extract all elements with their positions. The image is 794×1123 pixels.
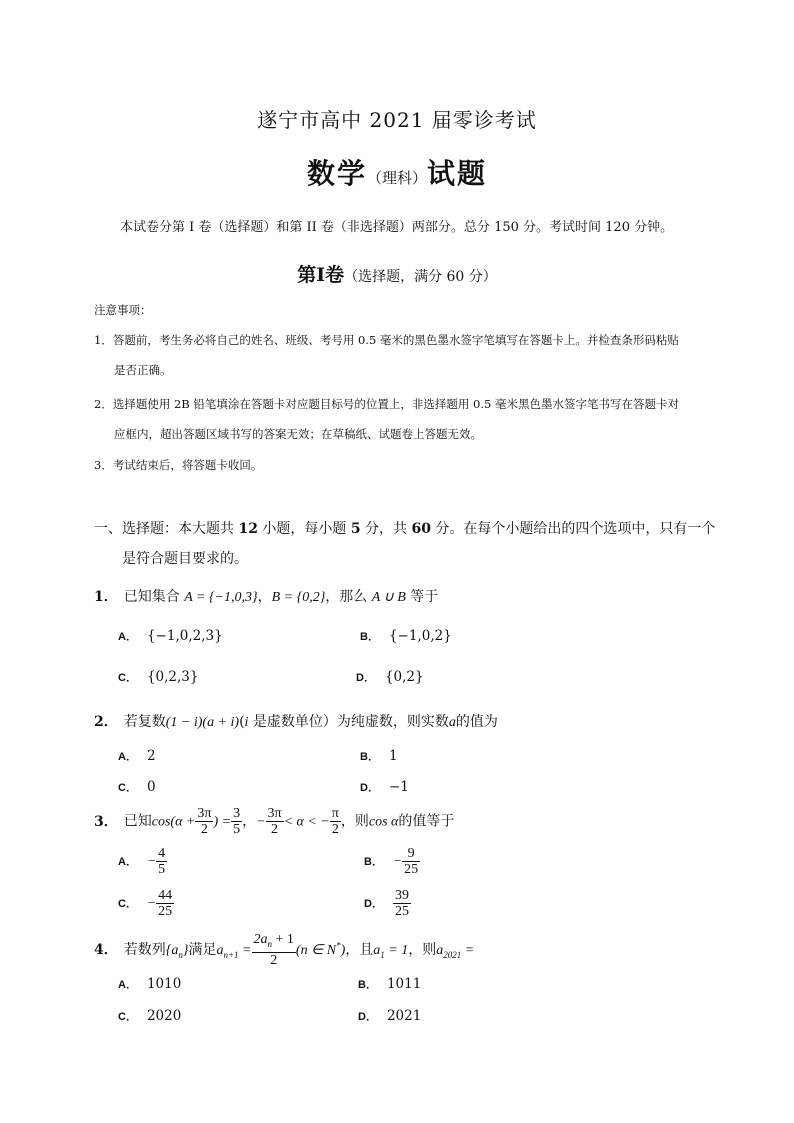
exam-intro: 本试卷分第 I 卷（选择题）和第 II 卷（非选择题）两部分。总分 150 分。考试时间 120 分钟。 [120, 220, 674, 235]
q2-option-a [118, 748, 156, 764]
q4-text-a: 若数列 [123, 941, 166, 958]
q4-option-c [118, 1008, 181, 1024]
question-3-stem [94, 806, 454, 837]
frac-num: 3π [267, 806, 282, 821]
frac-den: 25 [404, 862, 419, 877]
q1-option-b [360, 628, 452, 644]
option-value: {−1,0,2} [388, 628, 452, 644]
frac-den: 2 [331, 822, 339, 837]
lhs-eq: = [238, 942, 252, 958]
part1-n-questions: 12 [238, 521, 258, 537]
q3-frac-4 [330, 806, 341, 837]
option-label: B． [364, 856, 383, 868]
frac-num: 44 [158, 888, 173, 903]
option-value: 0 [146, 779, 156, 795]
option-frac [393, 888, 411, 919]
note-3-line1: 3．考试结束后，将答题卡收回。 [94, 458, 263, 472]
subject-title [0, 152, 794, 192]
option-label: D． [360, 782, 379, 794]
option-sign: − [146, 895, 157, 910]
part1-line1 [94, 518, 715, 538]
section1-title: 第Ⅰ卷 [297, 264, 345, 286]
q1-text-c: 等于 [405, 589, 439, 605]
option-label: A． [118, 631, 137, 643]
q3-frac-3 [266, 806, 284, 837]
part1-text-a: 一、选择题：本大题共 [94, 521, 239, 537]
q1-union: A ∪ B [371, 590, 406, 605]
note-1-line1: 1．答题前，考生务必将自己的姓名、班级、考号用 0.5 毫米的黑色墨水签字笔填写在答题卡上。并检查条形码粘贴 [94, 333, 679, 347]
frac-num: 3 [233, 806, 241, 821]
subject-main: 数学 [306, 157, 367, 190]
option-label: C． [118, 672, 137, 684]
cond-close: ) [340, 942, 346, 958]
q2-option-d [360, 779, 409, 795]
option-label: C． [118, 782, 137, 794]
q3-eq: ) = [213, 814, 232, 830]
q1-sep: ， [257, 589, 272, 605]
q3-option-c [118, 888, 174, 919]
q4-text-b: 满足 [188, 941, 217, 958]
subject-tail: 试题 [427, 157, 488, 190]
option-value: {0,2} [384, 669, 424, 685]
question-4-number: 4． [94, 941, 118, 958]
q3-frac-1 [195, 806, 213, 837]
frac-num [252, 932, 296, 953]
lhs: a [216, 942, 224, 958]
q2-option-c [118, 779, 156, 795]
q2-option-b [360, 748, 398, 764]
q3-comma: ， [242, 813, 257, 830]
q2-text-a: 若复数 [123, 714, 166, 730]
q4-cond [295, 940, 346, 958]
q4-frac [252, 932, 296, 968]
option-label: A． [118, 751, 137, 763]
frac-den: 2 [271, 822, 279, 837]
q3-text-c: 的值等于 [398, 813, 455, 830]
a1-val: = 1 [384, 942, 409, 958]
q3-option-b [364, 846, 420, 877]
frac-den: 5 [233, 822, 241, 837]
question-1-number: 1． [94, 589, 118, 605]
option-value: 1011 [386, 976, 422, 992]
part1-points-total: 60 [411, 521, 431, 537]
q3-option-a [118, 846, 167, 877]
subject-paren: （理科） [366, 169, 427, 187]
option-label: B． [360, 631, 379, 643]
frac-den: 25 [158, 904, 173, 919]
q4-lhs [216, 943, 251, 958]
q1-text-b: ，那么 [325, 589, 372, 605]
option-frac [402, 846, 420, 877]
q1-set-a: A = {−1,0,3} [184, 590, 258, 605]
option-label: B． [358, 979, 377, 991]
option-sign: − [392, 853, 403, 868]
exam-title: 遂宁市高中 2021 届零诊考试 [257, 108, 537, 132]
q3-frac-2 [231, 806, 242, 837]
q4-option-d [358, 1008, 421, 1024]
q1-set-b: B = {0,2} [271, 590, 326, 605]
frac-num-tail: + 1 [272, 932, 294, 947]
q2-a-var: a [448, 715, 456, 730]
option-sign: − [146, 853, 157, 868]
option-label: C． [118, 1011, 137, 1023]
frac-num-a: 2a [253, 932, 268, 947]
frac-num: 3π [197, 806, 212, 821]
cond-sup: * [336, 940, 341, 951]
note-2-line2: 应框内，超出答题区域书写的答案无效；在草稿纸、试题卷上答题无效。 [114, 427, 482, 441]
option-value: 2020 [146, 1008, 182, 1024]
part1-line2: 是符合题目要求的。 [122, 551, 248, 567]
option-label: D． [364, 898, 383, 910]
notes-heading: 注意事项： [94, 303, 152, 317]
option-value: 2021 [386, 1008, 422, 1024]
q3-neg: − [256, 814, 266, 830]
part1-text-b: 小题，每小题 [257, 521, 351, 537]
option-value: {0,2,3} [146, 669, 199, 685]
q2-text-d: 的值为 [455, 714, 498, 730]
frac-den: 5 [158, 862, 166, 877]
q2-text-c: 是虚数单位）为纯虚数，则实数 [248, 714, 449, 730]
question-4-stem [94, 932, 474, 968]
seq-sub: n [178, 949, 183, 960]
question-2-number: 2． [94, 714, 118, 730]
part1-text-c: 分，共 [360, 521, 412, 537]
q4-option-a [118, 976, 181, 992]
option-frac [156, 888, 174, 919]
frac-den: 2 [200, 822, 208, 837]
option-value: 2 [146, 748, 156, 764]
q4-option-b [358, 976, 421, 992]
frac-num: π [331, 806, 339, 821]
section1-heading [0, 260, 794, 287]
q2-expr: (1 − i)(a + i) [165, 715, 240, 730]
frac-num: 39 [394, 888, 409, 903]
q3-option-d [364, 888, 411, 919]
question-3-number: 3． [94, 813, 118, 830]
q4-seq [166, 943, 189, 958]
part1-points-each: 5 [350, 521, 361, 537]
note-1-line2: 是否正确。 [114, 363, 172, 377]
q1-option-c [118, 669, 198, 685]
option-value: {−1,0,2,3} [146, 628, 223, 644]
note-2-line1: 2．选择题使用 2B 铅笔填涂在答题卡对应题目标号的位置上，非选择题用 0.5 毫米黑色墨水签字笔书写在答题卡对 [94, 397, 679, 411]
q4-a1 [373, 943, 408, 958]
option-label: D． [356, 672, 375, 684]
question-1-stem [94, 586, 438, 606]
option-value: 1010 [146, 976, 182, 992]
seq-open: {a [165, 942, 179, 958]
seq-close: } [182, 942, 189, 958]
q3-text-b: ，则 [340, 813, 369, 830]
cond: (n ∈ N [295, 942, 337, 958]
frac-den: 2 [270, 952, 278, 968]
option-value: −1 [388, 779, 409, 795]
q4-text-d: ，则 [408, 941, 437, 958]
target-sub: 2021 [443, 949, 462, 960]
frac-num: 9 [402, 846, 420, 862]
part1-text-d: 分。在每个小题给出的四个选项中，只有一个 [430, 521, 716, 537]
target-eq: = [461, 942, 475, 958]
q3-text-a: 已知 [123, 813, 152, 830]
option-label: B． [360, 751, 379, 763]
question-2-stem [94, 711, 498, 731]
option-label: A． [118, 856, 137, 868]
q1-option-a [118, 628, 223, 644]
q3-ineq: < α < − [283, 814, 330, 830]
q1-text-a: 已知集合 [123, 589, 185, 605]
q3-cos-lhs: cos(α + [151, 814, 196, 830]
option-frac [156, 846, 167, 877]
q4-target [436, 943, 474, 958]
q2-paren: ( [239, 714, 245, 730]
frac-den: 25 [394, 904, 409, 919]
frac-num-sub: n [267, 938, 272, 949]
frac-num: 4 [158, 846, 166, 861]
option-label: C． [118, 898, 137, 910]
q1-option-d [356, 669, 424, 685]
target: a [436, 942, 444, 958]
section1-subtitle: （选择题，满分 60 分） [344, 269, 497, 285]
option-label: D． [358, 1011, 377, 1023]
q3-cos-a: cos α [368, 814, 399, 830]
q2-i-var: i [244, 715, 249, 730]
option-label: A． [118, 979, 137, 991]
lhs-sub: n+1 [223, 949, 239, 960]
q4-text-c: ，且 [345, 941, 374, 958]
a1: a [373, 942, 381, 958]
a1-sub: 1 [380, 949, 385, 960]
option-value: 1 [388, 748, 398, 764]
